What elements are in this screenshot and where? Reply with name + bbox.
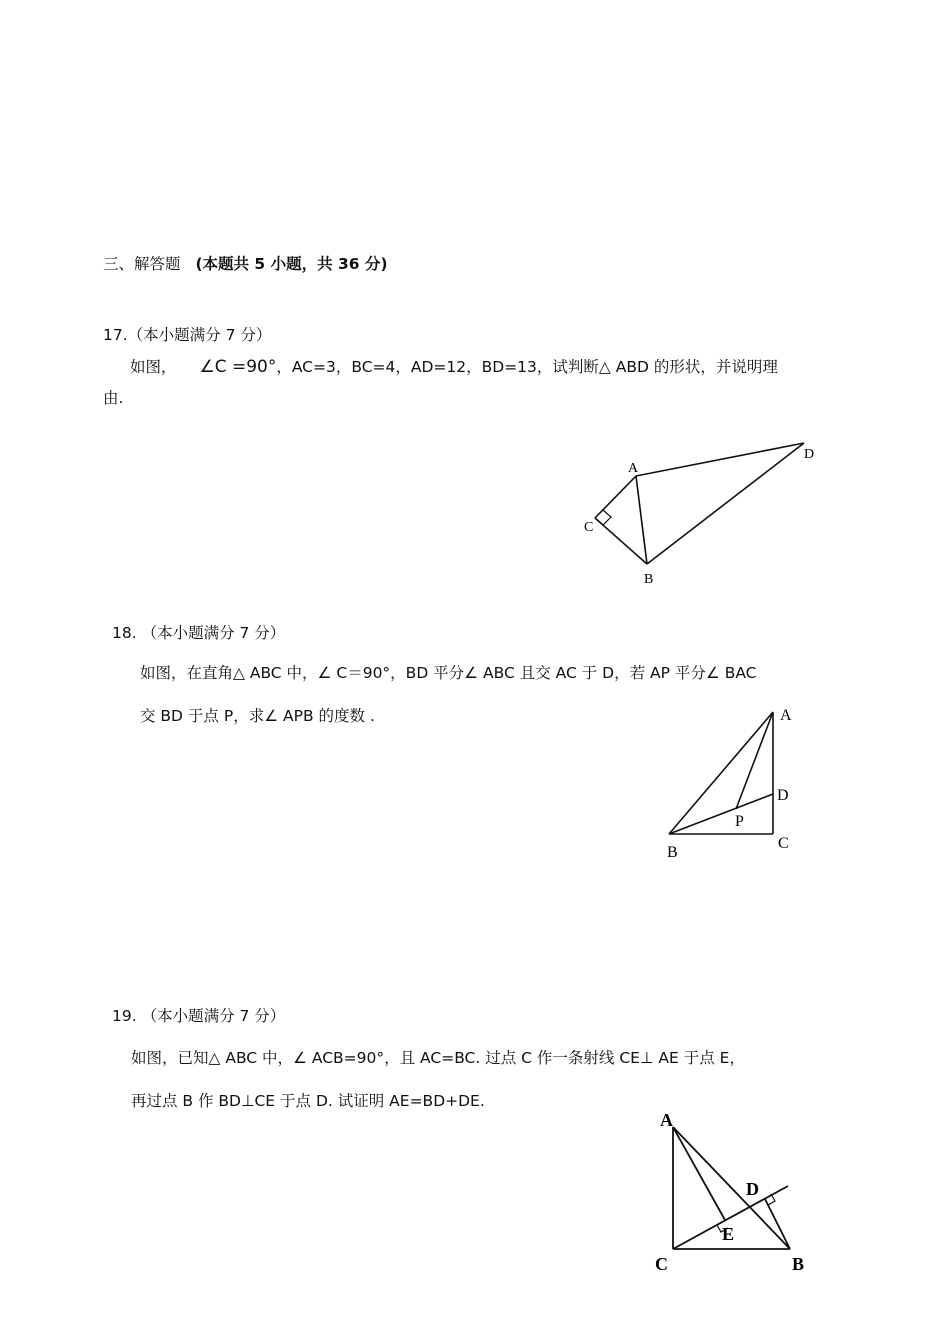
- problem-17-figure: [570, 430, 830, 590]
- segment-ba: [669, 712, 773, 834]
- right-angle-mark: [595, 510, 611, 525]
- problem-17-text-rest: ，AC=3，BC=4，AD=12，BD=13，试判断△ ABD 的形状，并说明理: [276, 358, 778, 376]
- section-heading: [103, 254, 388, 274]
- section-prefix: 三、解答题: [103, 255, 181, 273]
- problem-18-header: 18. （本小题满分 7 分）: [112, 624, 286, 642]
- problem-18-text-line1: 如图，在直角△ ABC 中，∠ C＝90°，BD 平分∠ ABC 且交 AC 于 D，若 AP 平分∠ BAC: [140, 664, 757, 682]
- label-c: C: [584, 520, 594, 535]
- label-c: C: [778, 835, 789, 852]
- problem-17-text-start: 如图，: [130, 358, 177, 376]
- label-b: B: [644, 572, 654, 587]
- label-d: D: [746, 1179, 759, 1199]
- problem-19-text-line2: 再过点 B 作 BD⊥CE 于点 D. 试证明 AE=BD+DE.: [131, 1092, 485, 1110]
- label-a: A: [660, 1110, 673, 1130]
- label-e: E: [722, 1224, 735, 1244]
- problem-17-text-line2: 由.: [103, 389, 124, 407]
- label-b: B: [792, 1254, 805, 1274]
- problem-19-text-line1: 如图，已知△ ABC 中，∠ ACB=90°，且 AC=BC. 过点 C 作一条射线 CE⊥ AE 于点 E，: [131, 1049, 745, 1067]
- problem-17-text-line1: [130, 357, 778, 377]
- section-info: (本题共 5 小题，共 36 分): [195, 255, 388, 273]
- problem-17-angle: ∠C =90°: [199, 357, 277, 377]
- problem-18-text-line2: 交 BD 于点 P，求∠ APB 的度数 .: [140, 707, 375, 725]
- label-p: P: [735, 813, 744, 830]
- problem-18-figure: [660, 700, 810, 865]
- segment-bd: [647, 443, 804, 564]
- problem-19-header: 19. （本小题满分 7 分）: [112, 1007, 286, 1025]
- label-a: A: [628, 461, 639, 476]
- problem-17-header: 17.（本小题满分 7 分）: [103, 326, 272, 344]
- segment-bd: [765, 1199, 790, 1249]
- label-b: B: [667, 844, 678, 861]
- label-d: D: [777, 787, 789, 804]
- label-a: A: [780, 707, 792, 724]
- segment-ad: [636, 443, 804, 476]
- segment-ac: [595, 476, 636, 518]
- label-d: D: [804, 447, 815, 462]
- label-c: C: [655, 1254, 668, 1274]
- problem-19-figure: [650, 1100, 810, 1280]
- segment-ap: [736, 712, 773, 809]
- segment-bd: [669, 794, 773, 834]
- segment-ab: [636, 476, 647, 564]
